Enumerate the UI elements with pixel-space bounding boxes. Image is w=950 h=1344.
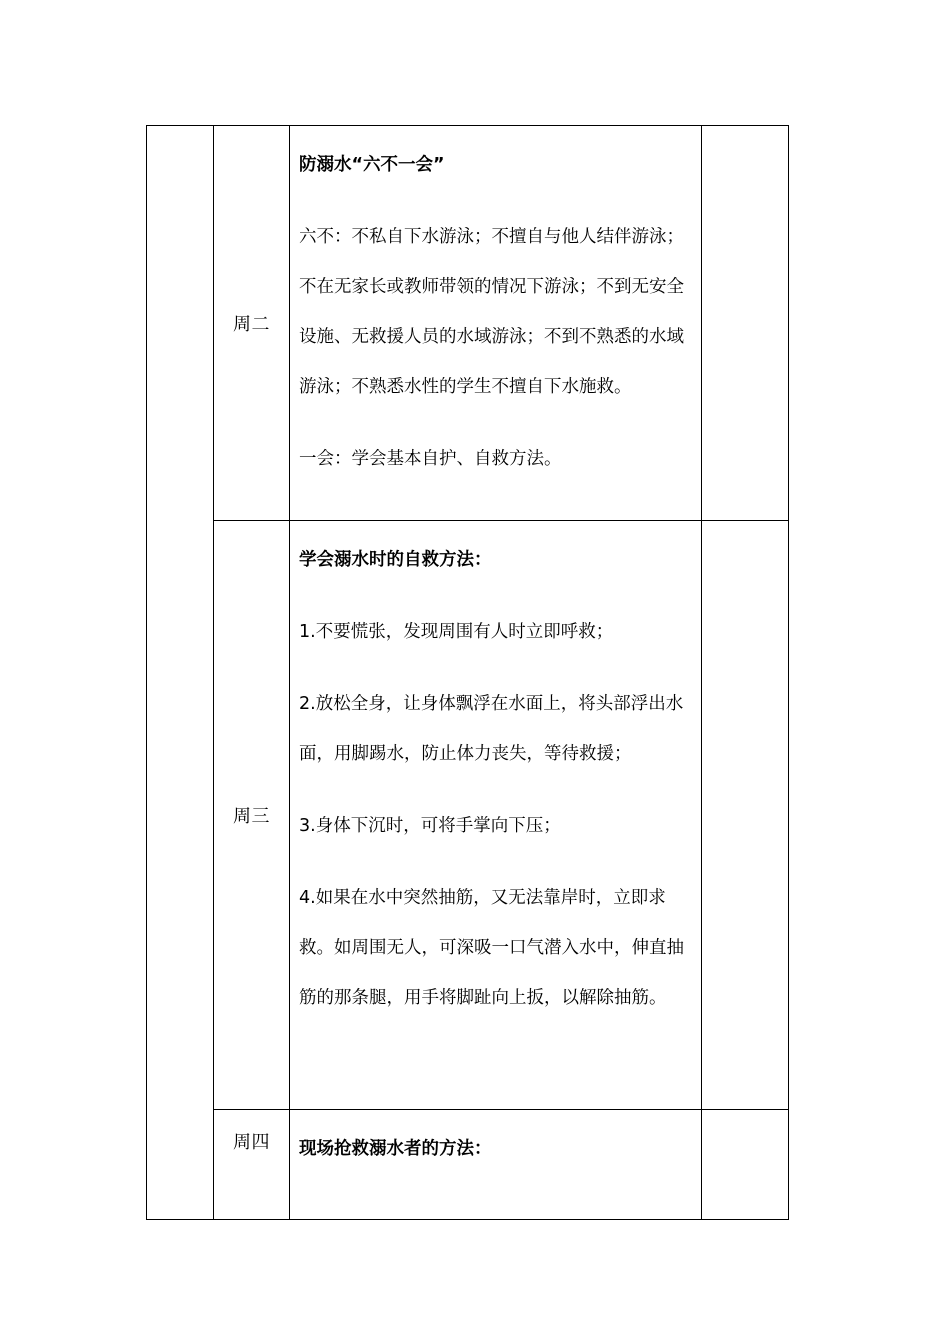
notes-cell <box>702 521 789 1110</box>
day-label: 周三 <box>233 806 270 827</box>
section-heading: 防溺水“六不一会” <box>299 155 445 175</box>
table-row <box>147 1110 789 1220</box>
paragraph: 3.身体下沉时，可将手掌向下压； <box>299 816 561 836</box>
day-cell <box>214 521 290 1110</box>
notes-cell <box>702 1110 789 1220</box>
schedule-table <box>146 125 789 1220</box>
content-cell <box>290 126 702 521</box>
table-row <box>147 126 789 521</box>
day-label: 周二 <box>233 314 270 335</box>
paragraph: 一会：学会基本自护、自救方法。 <box>299 449 562 469</box>
day-label: 周四 <box>233 1132 270 1153</box>
notes-cell <box>702 126 789 521</box>
day-cell <box>214 126 290 521</box>
content-cell <box>290 521 702 1110</box>
section-heading: 现场抢救溺水者的方法： <box>299 1139 492 1159</box>
merged-empty-cell <box>147 126 214 1220</box>
paragraph: 2.放松全身，让身体飘浮在水面上，将头部浮出水面，用脚踢水，防止体力丧失，等待救援； <box>299 694 684 764</box>
section-heading: 学会溺水时的自救方法： <box>299 550 492 570</box>
content-cell <box>290 1110 702 1220</box>
paragraph: 4.如果在水中突然抽筋，又无法靠岸时，立即求救。如周围无人，可深吸一口气潜入水中，伸直抽筋的那条腿，用手将脚趾向上扳，以解除抽筋。 <box>299 888 684 1008</box>
day-cell <box>214 1110 290 1220</box>
table-row <box>147 521 789 1110</box>
paragraph: 六不：不私自下水游泳；不擅自与他人结伴游泳；不在无家长或教师带领的情况下游泳；不到无安全设施、无救援人员的水域游泳；不到不熟悉的水域游泳；不熟悉水性的学生不擅自下水施救。 <box>299 227 684 397</box>
paragraph: 1.不要慌张，发现周围有人时立即呼救； <box>299 622 614 642</box>
